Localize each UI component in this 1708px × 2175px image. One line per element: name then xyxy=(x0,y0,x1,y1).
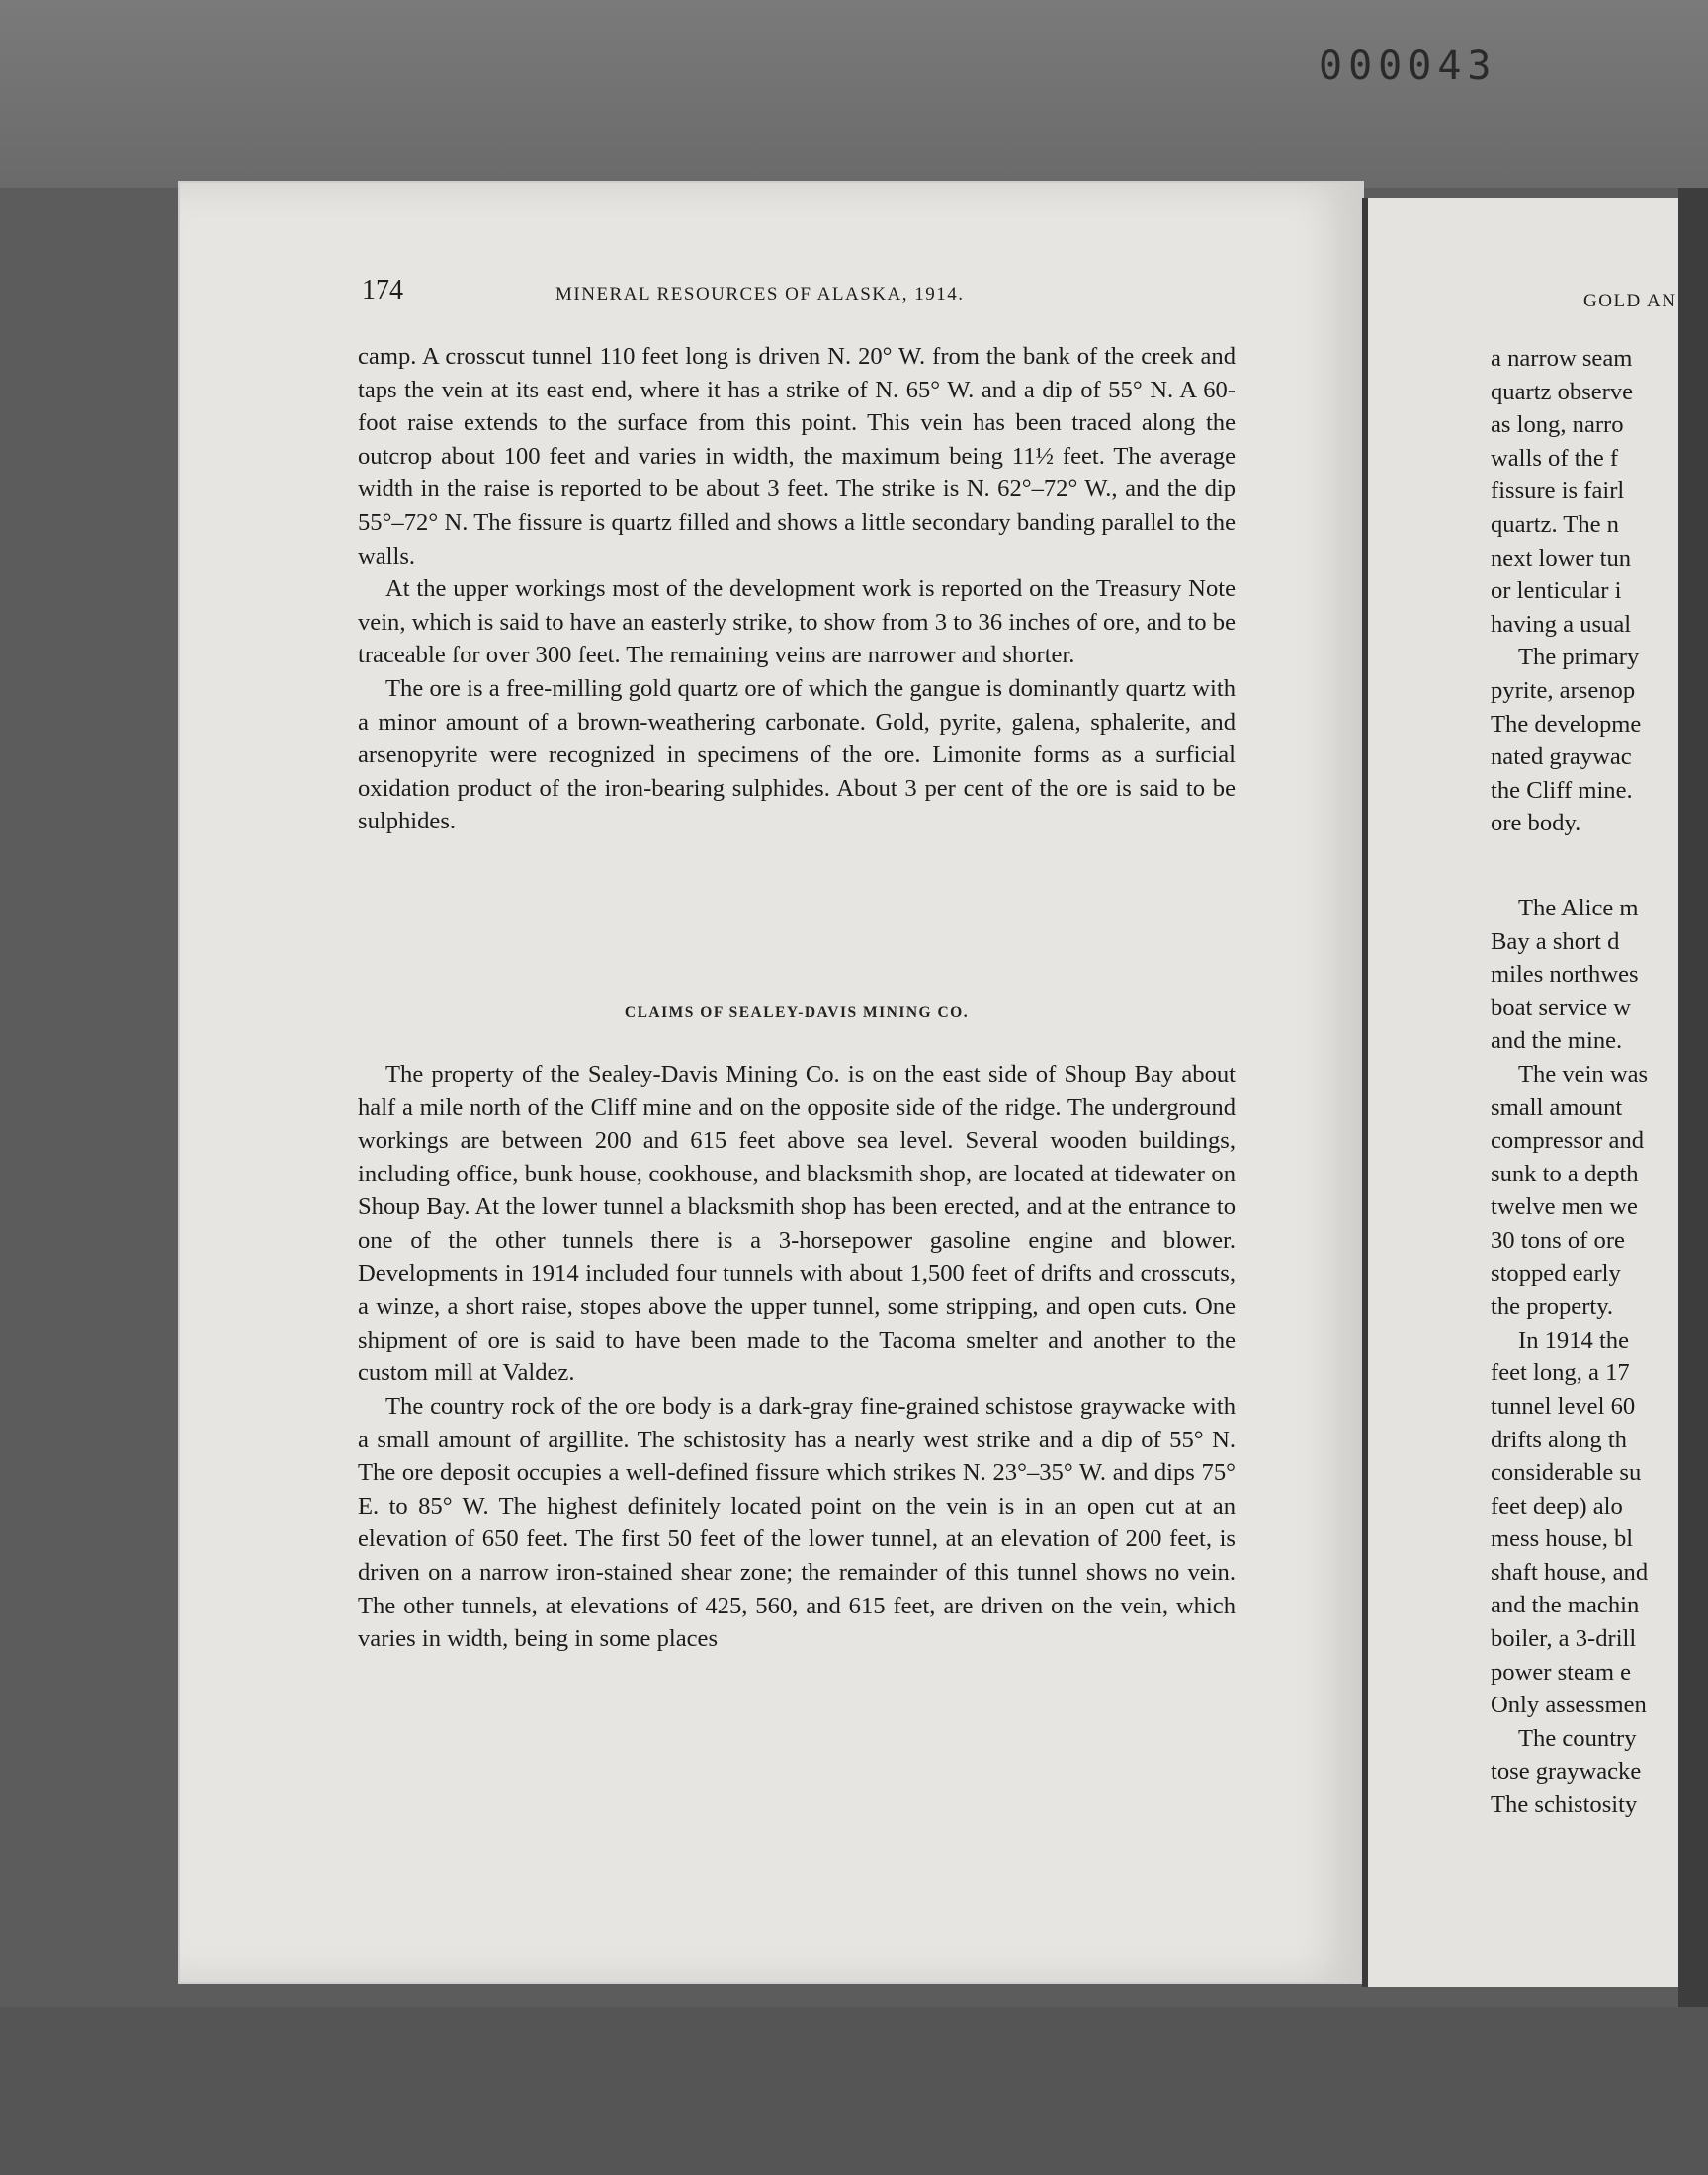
scan-background-top xyxy=(0,0,1708,188)
line: The vein was xyxy=(1518,1060,1649,1088)
paragraph: The country rock of the ore body is a dark-gray fine-grained schistose graywacke with a small amount of argillite. The schistosity has a nearly west strike and a dip of 55° N. The ore deposit occupies a well-defined fissure which strikes N. 23°–35° W. and dips 75° E. to 85° W. The highest definitely located point on the vein is in an open cut at an elevation of 650 feet. The first 50 feet of the lower tunnel, at an elevation of 200 feet, is driven on a narrow iron-stained shear zone; the remainder of this tunnel shows no vein. The other tunnels, at elevations of 425, 560, and 615 feet, are driven on the vein, which varies in width, being in some places xyxy=(358,1392,1236,1653)
line: feet long, a 17 xyxy=(1491,1359,1630,1387)
line: feet deep) alo xyxy=(1491,1492,1623,1520)
line: the Cliff mine. xyxy=(1491,776,1633,804)
line: Only assessmen xyxy=(1491,1692,1647,1719)
line: considerable su xyxy=(1491,1459,1642,1487)
line: ore body. xyxy=(1491,810,1581,837)
page-stamp: 000043 xyxy=(1319,44,1497,89)
section-heading: CLAIMS OF SEALEY-DAVIS MINING CO. xyxy=(624,1004,970,1021)
line: 30 tons of ore xyxy=(1491,1226,1625,1254)
right-running-head: GOLD AN xyxy=(1583,291,1677,311)
right-column-top xyxy=(1491,342,1688,840)
body-text-top xyxy=(358,340,1236,838)
line: and the machin xyxy=(1491,1592,1640,1619)
line: the property. xyxy=(1491,1293,1614,1321)
paragraph: The property of the Sealey-Davis Mining Co. is on the east side of Shoup Bay about half a mile north of the Cliff mine and on the opposite side of the ridge. The underground workings are between 200 and 615 feet above sea level. Several wooden buildings, including office, bunk house, cookhouse, and blacksmith shop, are located at tidewater on Shoup Bay. At the lower tunnel a blacksmith shop has been erected, and at the entrance to one of the other tunnels there is a 3-horsepower gasoline engine and blower. Developments in 1914 included four tunnels with about 1,500 feet of drifts and crosscuts, a winze, a short raise, stopes above the upper tunnel, some stripping, and open cuts. One shipment of ore is said to have been made to the Tacoma smelter and another to the custom mill at Valdez. xyxy=(358,1061,1236,1387)
line: boiler, a 3-drill xyxy=(1491,1625,1637,1653)
line: walls of the f xyxy=(1491,444,1619,472)
line: fissure is fairl xyxy=(1491,478,1625,505)
line: pyrite, arsenop xyxy=(1491,676,1636,704)
line: quartz. The n xyxy=(1491,510,1619,538)
running-head: MINERAL RESOURCES OF ALASKA, 1914. xyxy=(555,284,965,304)
line: The primary xyxy=(1518,644,1640,671)
line: miles northwes xyxy=(1491,961,1639,989)
line: and the mine. xyxy=(1491,1027,1623,1055)
line: boat service w xyxy=(1491,994,1632,1021)
line: drifts along th xyxy=(1491,1426,1627,1453)
line: quartz observe xyxy=(1491,378,1634,405)
line: The developme xyxy=(1491,710,1642,738)
line: mess house, bl xyxy=(1491,1525,1634,1553)
line: sunk to a depth xyxy=(1491,1160,1639,1187)
paragraph: camp. A crosscut tunnel 110 feet long is driven N. 20° W. from the bank of the creek and taps the vein at its east end, where it has a strike of N. 65° W. and a dip of 55° N. A 60-foot raise extends to the surface from this point. This vein has been traced along the outcrop about 100 feet and varies in width, the maximum being 11½ feet. The average width in the raise is reported to be about 3 feet. The strike is N. 62°–72° W., and the dip 55°–72° N. The fissure is quartz filled and shows a little secondary banding parallel to the walls. xyxy=(358,343,1236,569)
line: The country xyxy=(1518,1724,1637,1752)
line: as long, narro xyxy=(1491,411,1624,439)
line: In 1914 the xyxy=(1518,1326,1630,1353)
line: having a usual xyxy=(1491,610,1632,638)
line: next lower tun xyxy=(1491,544,1632,571)
line: power steam e xyxy=(1491,1658,1632,1686)
paragraph: The ore is a free-milling gold quartz ore of which the gangue is dominantly quartz with a minor amount of a brown-weathering carbonate. Gold, pyrite, galena, sphalerite, and arsenopyrite were recognized in specimens of the ore. Limonite forms as a surficial oxidation product of the iron-bearing sulphides. About 3 per cent of the ore is said to be sulphides. xyxy=(358,674,1236,835)
line: tose graywacke xyxy=(1491,1758,1642,1785)
body-text-bottom xyxy=(358,1058,1236,1656)
line: stopped early xyxy=(1491,1260,1621,1287)
line: shaft house, and xyxy=(1491,1558,1649,1586)
line: a narrow seam xyxy=(1491,345,1633,372)
line: compressor and xyxy=(1491,1127,1645,1155)
line: small amount xyxy=(1491,1093,1623,1121)
line: or lenticular i xyxy=(1491,577,1622,605)
line: nated graywac xyxy=(1491,743,1632,771)
paragraph: At the upper workings most of the development work is reported on the Treasury Note vein, which is said to have an easterly strike, to show from 3 to 36 inches of ore, and to be traceable for over 300 feet. The remaining veins are narrower and shorter. xyxy=(358,575,1236,669)
line: The Alice m xyxy=(1518,895,1639,921)
line: twelve men we xyxy=(1491,1193,1638,1221)
scan-background-bottom xyxy=(0,2007,1708,2175)
line: The schistosity xyxy=(1491,1791,1638,1819)
line: tunnel level 60 xyxy=(1491,1392,1636,1420)
right-column-bottom xyxy=(1491,892,1688,1822)
line: Bay a short d xyxy=(1491,927,1620,955)
page-number: 174 xyxy=(362,275,403,305)
